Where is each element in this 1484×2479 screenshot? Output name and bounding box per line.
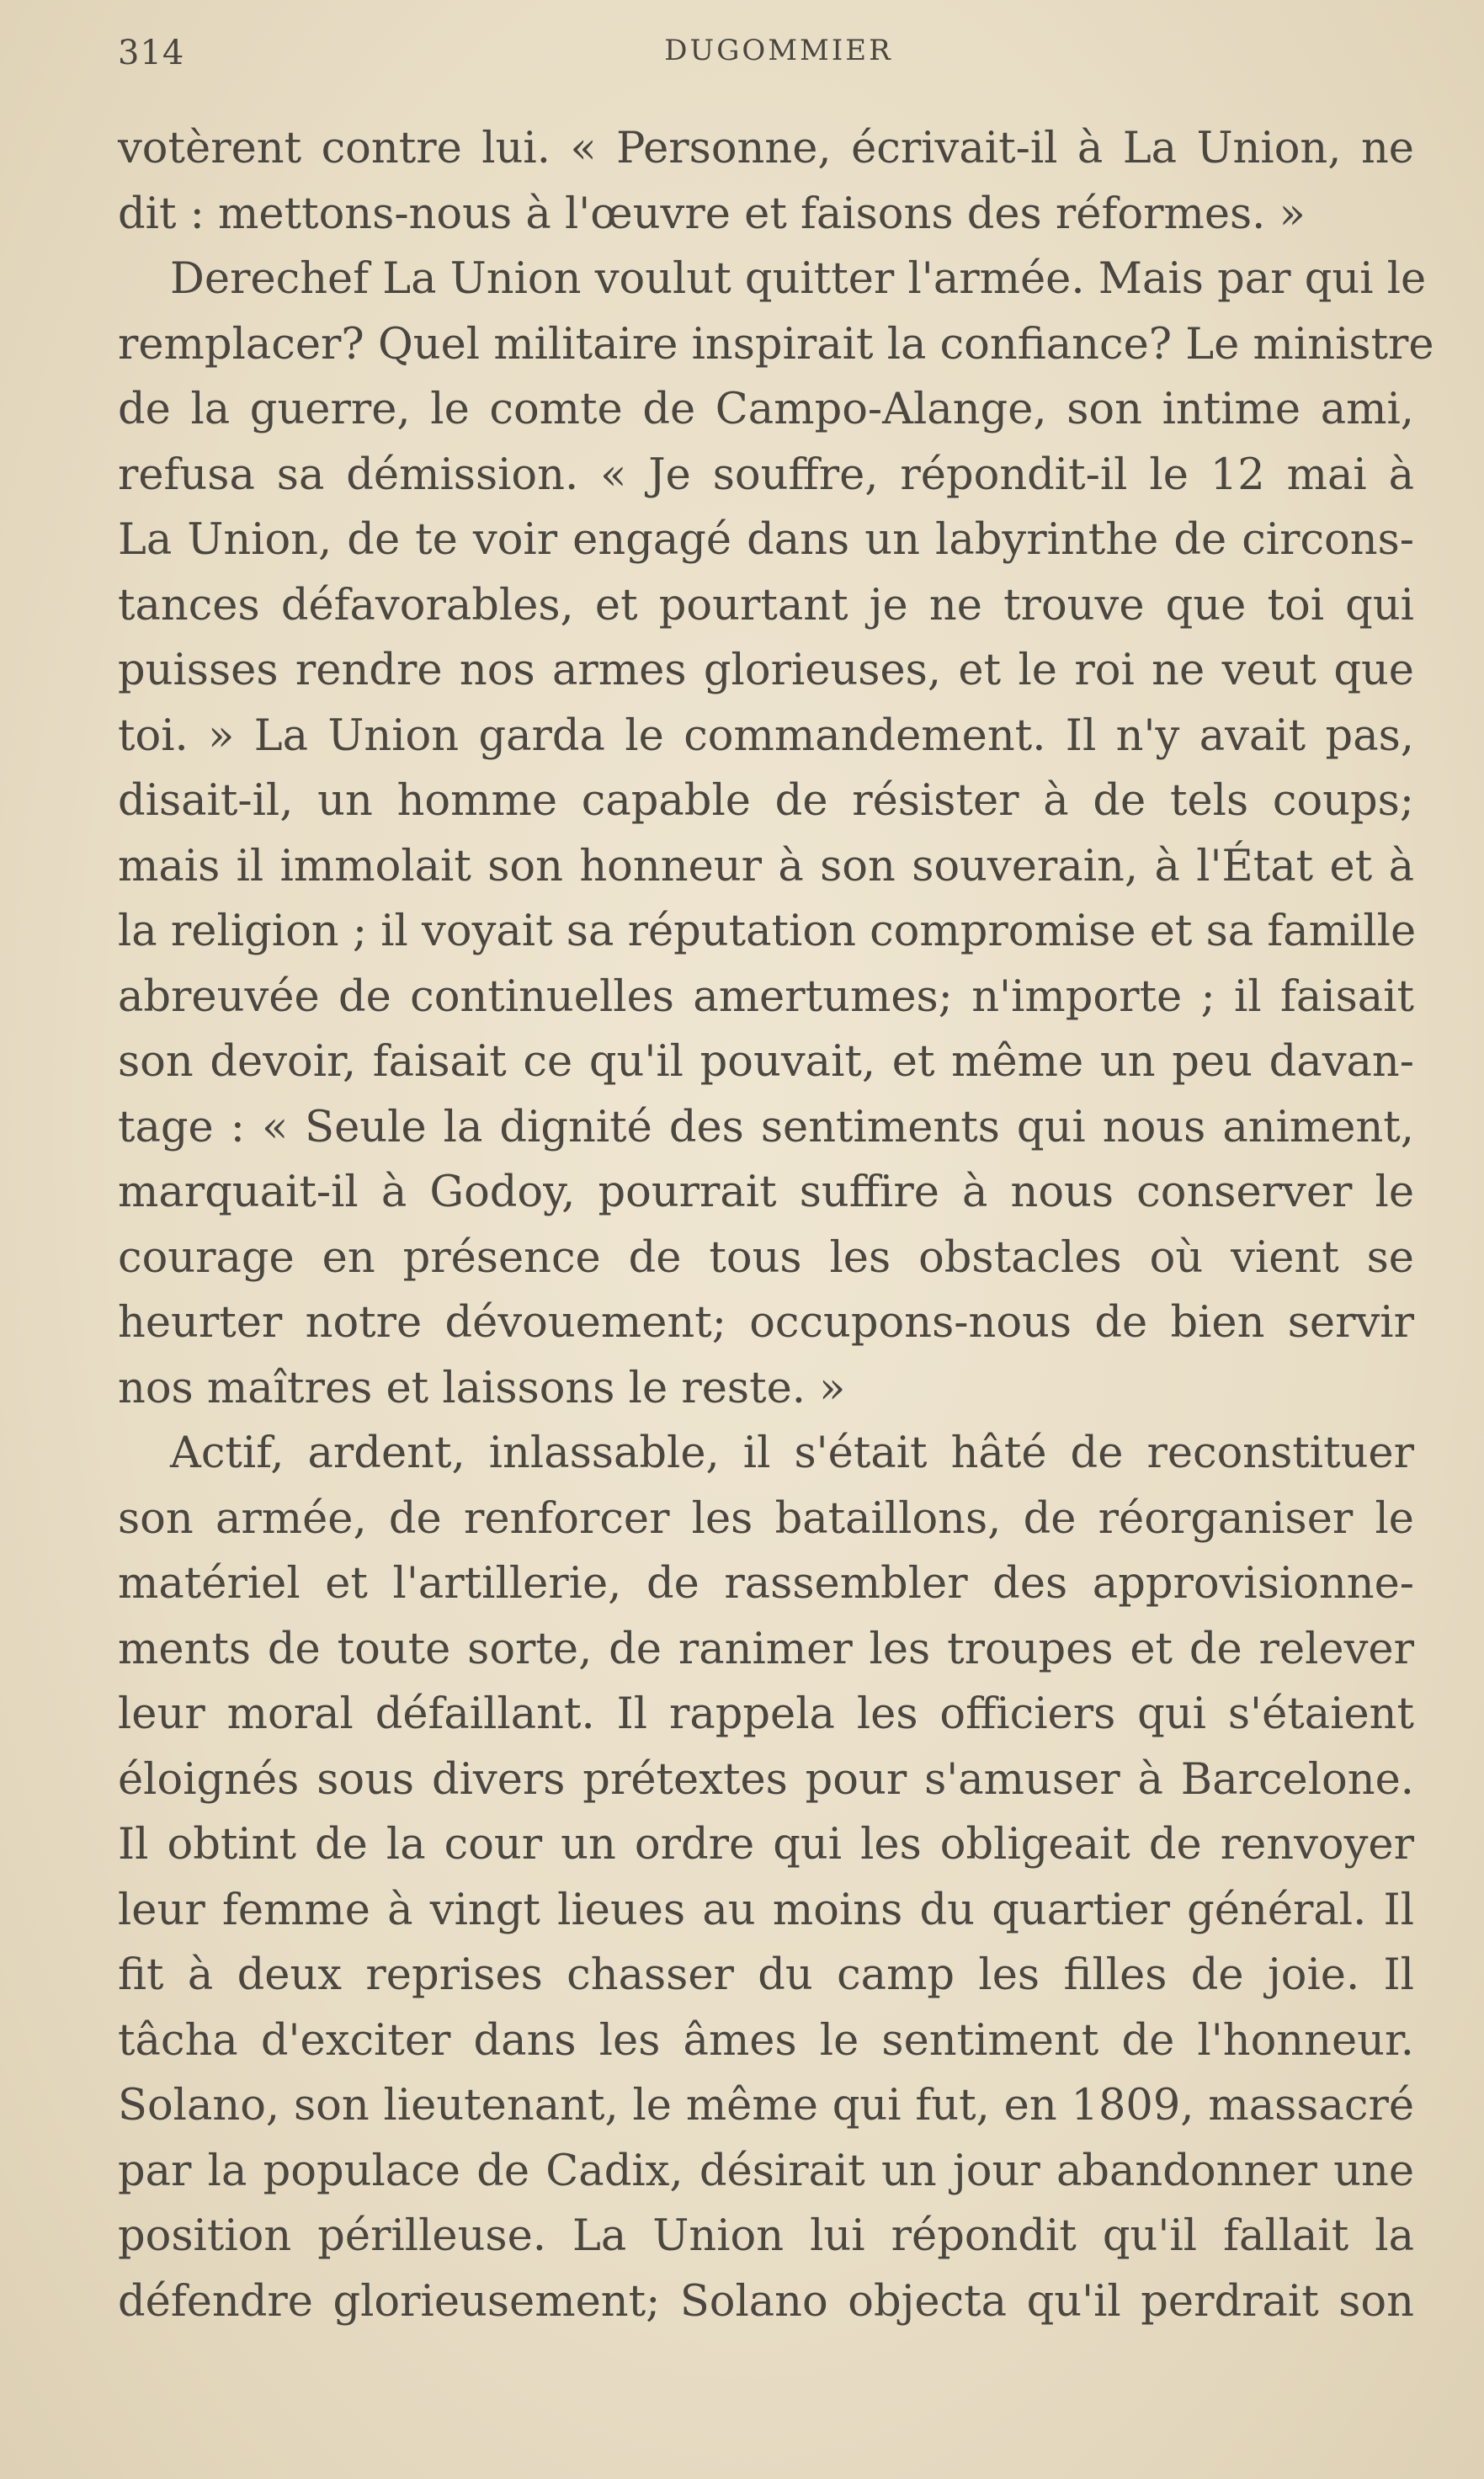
text-line: défendre glorieusement; Solano objecta qu'il perdrait son [118, 2276, 1414, 2327]
text-line: son armée, de renforcer les bataillons, de réorganiser le [118, 1493, 1414, 1544]
text-line: abreuvée de continuelles amertumes; n'importe ; il faisait [118, 971, 1414, 1022]
text-line: heurter notre dévouement; occupons-nous de bien servir [118, 1298, 1414, 1348]
text-line: la religion ; il voyait sa réputation compromise et sa famille [118, 907, 1417, 956]
text-line: leur moral défaillant. Il rappela les officiers qui s'étaient [118, 1689, 1414, 1739]
text-line: tances défavorables, et pourtant je ne trouve que toi qui [118, 580, 1414, 630]
text-line: par la populace de Cadix, désirait un jour abandonner une [118, 2146, 1414, 2196]
text-line: tâcha d'exciter dans les âmes le sentiment de l'honneur. [118, 2015, 1414, 2066]
text-line: refusa sa démission. « Je souffre, répondit-il le 12 mai à [118, 450, 1414, 500]
text-line: puisses rendre nos armes glorieuses, et le roi ne veut que [118, 646, 1414, 695]
text-line: remplacer? Quel militaire inspirait la confiance? Le ministre [118, 319, 1434, 370]
text-line: tage : « Seule la dignité des sentiments qui nous animent, [118, 1102, 1414, 1152]
text-line: dit : mettons-nous à l'œuvre et faisons des réformes. » [118, 189, 1306, 239]
text-line: toi. » La Union garda le commandement. Il n'y avait pas, [118, 710, 1414, 761]
text-line: Actif, ardent, inlassable, il s'était hâté de reconstituer [170, 1428, 1414, 1478]
text-line: de la guerre, le comte de Campo-Alange, son intime ami, [118, 385, 1414, 434]
text-line: La Union, de te voir engagé dans un labyrinthe de circons- [118, 515, 1414, 565]
text-line: mais il immolait son honneur à son souverain, à l'État et à [118, 841, 1414, 891]
text-line: ments de toute sorte, de ranimer les troupes et de relever [118, 1624, 1414, 1674]
text-line: marquait-il à Godoy, pourrait suffire à nous conserver le [118, 1168, 1414, 1217]
text-line: Solano, son lieutenant, le même qui fut, en 1809, massacré [118, 2081, 1414, 2131]
text-line: leur femme à vingt lieues au moins du quartier général. Il [118, 1885, 1414, 1935]
text-line: éloignés sous divers prétextes pour s'amuser à Barcelone. [118, 1754, 1414, 1805]
text-line: son devoir, faisait ce qu'il pouvait, et même un peu davan- [118, 1037, 1414, 1087]
text-line: votèrent contre lui. « Personne, écrivait-il à La Union, ne [118, 124, 1414, 173]
text-line: nos maîtres et laissons le reste. » [118, 1363, 846, 1413]
text-line: disait-il, un homme capable de résister à de tels coups; [118, 776, 1414, 826]
page-number: 314 [118, 34, 185, 72]
text-line: Il obtint de la cour un ordre qui les obligeait de renvoyer [118, 1820, 1414, 1870]
running-title: DUGOMMIER [664, 34, 893, 67]
running-head [118, 34, 1414, 84]
text-line: matériel et l'artillerie, de rassembler des approvisionne- [118, 1559, 1414, 1609]
text-line: courage en présence de tous les obstacles où vient se [118, 1232, 1414, 1283]
text-line: Derechef La Union voulut quitter l'armée. Mais par qui le [170, 254, 1427, 304]
text-line: position périlleuse. La Union lui répondit qu'il fallait la [118, 2211, 1414, 2261]
text-line: fit à deux reprises chasser du camp les filles de joie. Il [118, 1950, 1414, 2000]
body-text [118, 116, 1434, 2334]
